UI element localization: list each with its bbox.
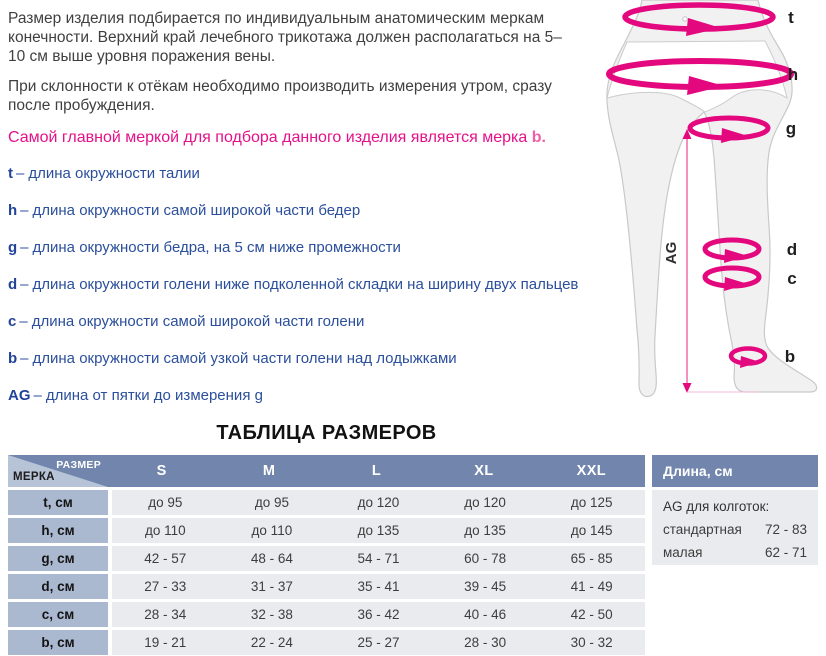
row-values	[112, 490, 645, 515]
dash-separator: –	[19, 313, 28, 330]
size-table	[8, 455, 645, 655]
cell: до 110	[251, 523, 293, 538]
dash-separator: –	[16, 165, 25, 182]
cell: 36 - 42	[357, 607, 400, 622]
measure-desc: длина окружности голени ниже подколенной складки на ширину двух пальцев	[32, 276, 579, 293]
column-header-m: M	[262, 463, 276, 479]
dash-separator: –	[20, 239, 29, 256]
row-label-c: c, см	[8, 602, 108, 627]
navel-dot	[683, 17, 687, 21]
cell: до 135	[357, 523, 400, 538]
cell: до 120	[357, 495, 400, 510]
intro-paragraph-2: При склонности к отёкам необходимо производить измерения утром, сразу после пробуждения.	[8, 78, 552, 114]
measurement-definitions-list	[8, 165, 608, 405]
measure-desc: длина от пятки до измерения g	[45, 387, 263, 404]
cell: 40 - 46	[464, 607, 507, 622]
measure-key: c	[8, 313, 17, 330]
dash-separator: –	[20, 276, 29, 293]
row-values	[112, 630, 645, 655]
cell: 60 - 78	[464, 551, 507, 566]
cell: 32 - 38	[250, 607, 293, 622]
list-item-ag	[8, 387, 608, 405]
column-header-xl: XL	[474, 463, 494, 479]
size-table-title: ТАБЛИЦА РАЗМЕРОВ	[216, 422, 437, 444]
cell: 48 - 64	[250, 551, 293, 566]
measure-desc: длина окружности бедра, на 5 см ниже промежности	[32, 239, 401, 256]
length-option-name: стандартная	[663, 522, 742, 537]
size-table-header-row	[8, 455, 645, 487]
list-item-b	[8, 350, 608, 368]
cell: до 110	[144, 523, 186, 538]
intro-paragraph-1: Размер изделия подбирается по индивидуальным анатомическим меркам конечности. Верхний край лечебного трикотажа должен располагаться на 5–10 см выше уровня поражения вены.	[8, 10, 562, 65]
column-header-l: L	[371, 463, 382, 479]
cell: 19 - 21	[144, 635, 187, 650]
list-item-c	[8, 313, 608, 331]
measure-desc: длина окружности самой широкой части бедер	[32, 202, 361, 219]
measure-key: t	[8, 165, 13, 182]
measure-key: h	[8, 202, 18, 219]
size-column-headers	[108, 455, 645, 487]
diagram-label-g: g	[785, 119, 797, 138]
row-label-t: t, см	[8, 490, 108, 515]
length-option-range: 62 - 71	[764, 545, 807, 560]
table-row	[8, 490, 645, 515]
dash-separator: –	[33, 387, 42, 404]
table-row	[8, 630, 645, 655]
table-row	[8, 602, 645, 627]
measure-key: g	[8, 239, 18, 256]
cell: 27 - 33	[144, 579, 187, 594]
highlight-sentence	[8, 128, 588, 148]
row-label-h: h, см	[8, 518, 108, 543]
row-label-b: b, см	[8, 630, 108, 655]
length-panel-header: Длина, см	[652, 455, 818, 487]
row-label-g: g, см	[8, 546, 108, 571]
legs-measurement-diagram	[598, 0, 826, 430]
cell: до 95	[148, 495, 183, 510]
cell: до 145	[570, 523, 613, 538]
cell: 22 - 24	[250, 635, 293, 650]
column-header-s: S	[156, 463, 167, 479]
cell: 41 - 49	[570, 579, 613, 594]
length-option-name: малая	[663, 545, 703, 560]
diagram-label-b: b	[784, 347, 796, 366]
list-item-h	[8, 202, 608, 220]
corner-measure-label: МЕРКА	[13, 471, 55, 483]
cell: 28 - 34	[144, 607, 187, 622]
length-panel-note: AG для колготок:	[663, 499, 770, 514]
diagram-label-d: d	[786, 240, 798, 259]
measure-desc: длина окружности самой широкой части голени	[31, 313, 365, 330]
cell: 39 - 45	[464, 579, 507, 594]
cell: 65 - 85	[570, 551, 613, 566]
table-corner-cell	[8, 455, 108, 487]
row-values	[112, 518, 645, 543]
highlight-sentence-text: Самой главной меркой для подбора данного изделия является мерка	[8, 129, 528, 146]
measure-key: d	[8, 276, 18, 293]
cell: до 135	[464, 523, 506, 538]
cell: 42 - 57	[144, 551, 187, 566]
row-label-d: d, см	[8, 574, 108, 599]
cell: до 95	[254, 495, 289, 510]
diagram-label-t: t	[788, 8, 794, 27]
legs-figure-svg	[598, 0, 826, 430]
row-values	[112, 602, 645, 627]
table-row	[8, 546, 645, 571]
row-values	[112, 574, 645, 599]
cell: 28 - 30	[464, 635, 507, 650]
list-item-g	[8, 239, 608, 257]
cell: 35 - 41	[357, 579, 400, 594]
length-option-small	[663, 541, 807, 564]
diagram-label-c: c	[787, 269, 797, 288]
cell: 31 - 37	[250, 579, 293, 594]
column-header-xxl: XXL	[576, 463, 607, 479]
row-values	[112, 546, 645, 571]
measure-desc: длина окружности талии	[28, 165, 200, 182]
cell: до 120	[464, 495, 506, 510]
measure-key: b	[8, 350, 18, 367]
list-item-d	[8, 276, 608, 294]
cell: до 125	[570, 495, 613, 510]
dash-separator: –	[20, 350, 29, 367]
cell: 54 - 71	[357, 551, 400, 566]
intro-text-column	[8, 0, 608, 424]
ag-line-label: AG	[663, 241, 680, 265]
length-option-standard	[663, 518, 807, 541]
table-row	[8, 574, 645, 599]
table-row	[8, 518, 645, 543]
dash-separator: –	[20, 202, 29, 219]
diagram-label-h: h	[787, 65, 799, 84]
length-panel	[652, 455, 818, 565]
cell: 25 - 27	[357, 635, 400, 650]
measure-key: AG	[8, 387, 31, 404]
cell: 42 - 50	[570, 607, 613, 622]
corner-size-label: РАЗМЕР	[56, 459, 101, 471]
measure-desc: длина окружности самой узкой части голени над лодыжками	[32, 350, 457, 367]
list-item-t	[8, 165, 608, 183]
length-panel-body	[652, 490, 818, 565]
length-option-range: 72 - 83	[764, 522, 807, 537]
cell: 30 - 32	[570, 635, 613, 650]
highlight-key-b: b.	[531, 129, 546, 146]
